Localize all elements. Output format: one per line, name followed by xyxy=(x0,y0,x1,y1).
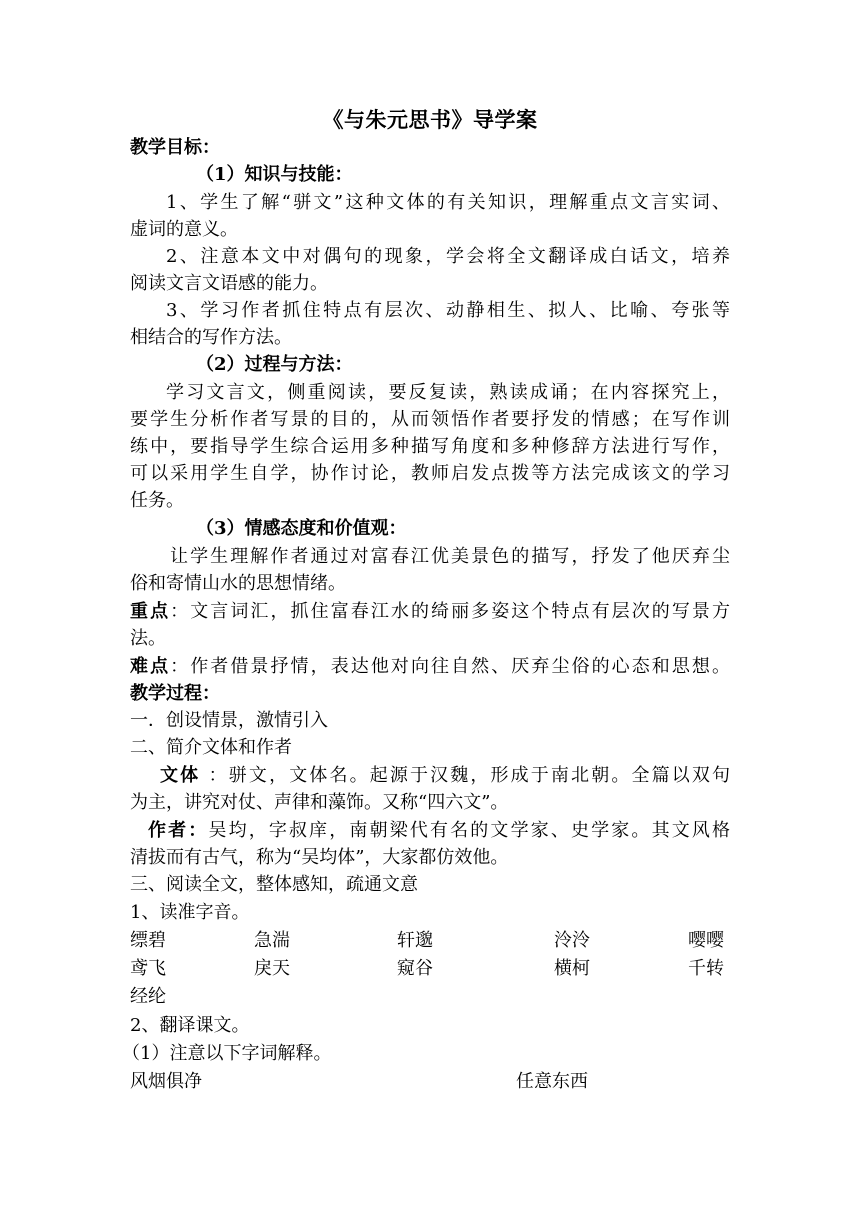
author-line2: 清拔而有古气，称为“吴均体”，大家都仿效他。 xyxy=(130,847,509,868)
word-row1-5: 嘤嘤 xyxy=(688,930,724,951)
genre-text: ：骈文，文体名。起源于汉魏，形成于南北朝。全篇以双句 xyxy=(208,765,730,786)
note-heading: （1）注意以下字词解释。 xyxy=(122,1043,332,1064)
difficulty-label: 难点 xyxy=(130,656,171,677)
process-heading: 教学过程： xyxy=(130,683,220,704)
obj-p1-line2: 虚词的意义。 xyxy=(130,219,238,240)
phrase-2: 任意东西 xyxy=(516,1071,588,1092)
focus-label: 重点 xyxy=(130,601,171,622)
word-row2-1: 鸢飞 xyxy=(130,958,166,979)
sub1-text: （1）知识与技能： xyxy=(196,164,353,185)
word-row1-3: 轩邈 xyxy=(397,930,433,951)
objectives-sub2 xyxy=(196,352,353,378)
obj-p2-line1: 2、注意本文中对偶句的现象，学会将全文翻译成白话文，培养 xyxy=(166,246,730,267)
emotion-line2: 俗和寄情山水的思想情绪。 xyxy=(130,573,346,594)
word-row2-2: 戾天 xyxy=(254,958,290,979)
focus-line2: 法。 xyxy=(130,628,166,649)
method-line4: 可以采用学生自学，协作讨论，教师启发点拨等方法完成该文的学习 xyxy=(130,463,730,484)
sub2-text: （2）过程与方法： xyxy=(196,354,353,375)
method-line3: 练中，要指导学生综合运用多种描写角度和多种修辞方法进行写作， xyxy=(130,436,730,457)
objectives-sub3 xyxy=(196,516,407,542)
read-heading: 1、读准字音。 xyxy=(130,902,250,923)
translate-heading: 2、翻译课文。 xyxy=(130,1015,250,1036)
obj-p3-line2: 相结合的写作方法。 xyxy=(130,327,292,348)
obj-p1-line1: 1、学生了解“骈文”这种文体的有关知识，理解重点文言实词、 xyxy=(166,192,730,213)
word-row3: 经纶 xyxy=(130,986,166,1007)
genre-line2: 为主，讲究对仗、声律和藻饰。又称“四六文”。 xyxy=(130,792,509,813)
document-title: 《与朱元思书》导学案 xyxy=(322,107,538,132)
word-row1-1: 缥碧 xyxy=(130,930,166,951)
method-line5: 任务。 xyxy=(130,490,184,511)
word-row1-4: 泠泠 xyxy=(554,930,590,951)
genre-label: 文体 xyxy=(160,765,209,786)
word-row2-3: 窥谷 xyxy=(397,958,433,979)
step-3: 三、阅读全文，整体感知，疏通文意 xyxy=(130,874,418,895)
author-line1 xyxy=(148,818,730,844)
word-row2-4: 横柯 xyxy=(554,958,590,979)
objectives-heading: 教学目标： xyxy=(130,137,220,158)
step-1: 一．创设情景，激情引入 xyxy=(130,710,328,731)
obj-p3-line1: 3、学习作者抓住特点有层次、动静相生、拟人、比喻、夸张等 xyxy=(166,300,730,321)
word-row1-2: 急湍 xyxy=(254,930,290,951)
sub3-text: （3）情感态度和价值观： xyxy=(196,518,407,539)
phrase-1: 风烟俱净 xyxy=(130,1071,202,1092)
focus-text: ：文言词汇，抓住富春江水的绮丽多姿这个特点有层次的写景方 xyxy=(170,601,730,622)
method-line2: 要学生分析作者写景的目的，从而领悟作者要抒发的情感；在写作训 xyxy=(130,409,730,430)
objectives-sub1 xyxy=(196,162,353,188)
focus-line1 xyxy=(130,599,730,625)
obj-p2-line2: 阅读文言文语感的能力。 xyxy=(130,273,328,294)
method-line1: 学习文言文，侧重阅读，要反复读，熟读成诵；在内容探究上， xyxy=(166,382,730,403)
step-2: 二、简介文体和作者 xyxy=(130,737,292,758)
word-row2-5: 千转 xyxy=(688,958,724,979)
author-label: 作者： xyxy=(148,820,209,841)
emotion-line1: 让学生理解作者通过对富春江优美景色的描写，抒发了他厌弃尘 xyxy=(170,546,730,567)
author-text: 吴均，字叔庠，南朝梁代有名的文学家、史学家。其文风格 xyxy=(208,820,731,841)
difficulty-line xyxy=(130,654,730,680)
genre-line1 xyxy=(160,763,730,789)
difficulty-text: ：作者借景抒情，表达他对向往自然、厌弃尘俗的心态和思想。 xyxy=(170,656,730,677)
